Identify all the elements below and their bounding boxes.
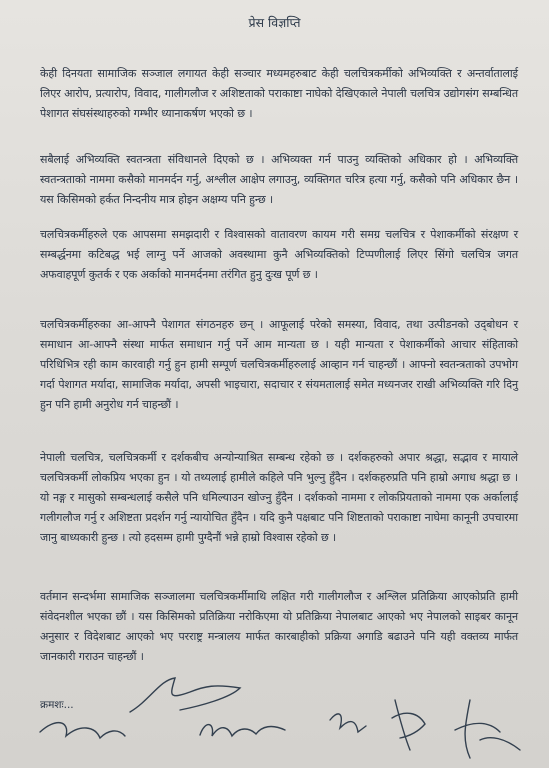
- paragraph-2: सबैलाई अभिव्यक्ति स्वतन्त्रता संविधानले दिएको छ । अभिव्यक्त गर्न पाउनु व्यक्तिको अधिकार हो । अभिव्यक्ति स्वतन्त्रताको नाममा कसैको मानमर्दन गर्नु, अश्लील आक्षेप लगाउनु, व्यक्तिगत चरित्र हत्या गर्नु, कसैको पनि अधिकार छैन । यस किसिमको हर्कत निन्दनीय मात्र होइन अक्षम्य पनि हुन्छ ।: [40, 153, 518, 206]
- document-title: प्रेस विज्ञप्ति: [248, 15, 301, 30]
- signature-1: [130, 678, 240, 712]
- paragraph-4: चलचित्रकर्मीहरुका आ-आफ्नै पेशागत संगठनहरु छन् । आफूलाई परेको समस्या, विवाद, तथा उत्पीडनको उद्‌बोधन र समाधान आ-आफ्नै संस्था मार्फत समाधान गर्नु पर्ने आम मान्यता छ । यही मान्यता र पेशाकर्मीको आचार संहिताको परिधिभित्र रही काम कारवाही गर्नु हुन हामी सम्पूर्ण चलचित्रकर्मीहरुलाई आव्हान गर्न चाहन्छौं । आफ्नो स्वतन्त्रताको उपभोग गर्दा पेशागत मर्यादा, सामाजिक मर्यादा, अपसी भाइचारा, सदाचार र संयमतालाई समेत मध्यनजर राखी अभिव्यक्ति गरि दिनु हुन पनि हामी अनुरोध गर्न चाहन्छौं ।: [40, 318, 518, 411]
- paragraph-5: नेपाली चलचित्र, चलचित्रकर्मी र दर्शकबीच अन्योन्याश्रित सम्बन्ध रहेको छ । दर्शकहरुको अपार श्रद्धा, सद्भाव र मायाले चलचित्रकर्मी लोकप्रिय भएका हुन । यो तथ्यलाई हामीले कहिले पनि भुल्नु हुँदैन । दर्शकहरुप्रति पनि हाम्रो अगाध श्रद्धा छ । यो नङ्ग र मासुको सम्बन्धलाई कसैले पनि धमिल्याउन खोज्नु हुँदैन । दर्शकको नाममा र लोकप्रियताको नाममा एक अर्कालाई गलीगलौज गर्नु र अशिष्टता प्रदर्शन गर्नु न्यायोचित हुँदैन । यदि कुनै पक्षबाट पनि शिष्टताको पराकाष्टा नाघेमा कानूनी उपचारमा जानु बाध्यकारी हुन्छ । त्यो हदसम्म हामी पुग्दैनौं भन्ने हाम्रो विश्वास रहेको छ ।: [40, 451, 518, 544]
- signature-2: [40, 723, 125, 738]
- closing-text: क्रमशः...: [40, 699, 74, 711]
- signature-5: [392, 700, 425, 750]
- signatures: [0, 640, 549, 768]
- paragraph-3: चलचित्रकर्मीहरुले एक आपसमा समझदारी र विश्वासको वातावरण कायम गरी समग्र चलचित्र र पेशाकर्मीको संरक्षण र सम्बर्द्धनमा कटिबद्ध भई लाग्नु पर्ने आजको अवस्थामा कुनै अभिव्यक्तिको टिप्पणीलाई लिएर सिंगो चलचित्र जगत अफवाहपूर्ण कुतर्क र एक अर्काको मानमर्दनमा तरंगित हुनु दुःख पूर्ण छ ।: [40, 228, 518, 281]
- signature-6: [455, 700, 520, 758]
- signature-4: [330, 714, 366, 732]
- paragraph-6: वर्तमान सन्दर्भमा सामाजिक सञ्जालमा चलचित्रकर्मीमाथि लक्षित गरी गालीगलौज र अश्लिल प्रतिक्रिया आएकोप्रति हामी संवेदनशील भएका छौं । यस किसिमको प्रतिक्रिया नरोकिएमा यो प्रतिक्रिया नेपालबाट आएको भए नेपालको साइबर कानून अनुसार र विदेशबाट आएको भए परराष्ट्र मन्त्रालय मार्फत कारबाहीको प्रक्रिया अगाडि बढाउने पनि यही वक्तव्य मार्फत जानकारी गराउन चाहन्छौं ।: [40, 590, 518, 663]
- paragraph-1: केही दिनयता सामाजिक सञ्जाल लगायत केही सञ्चार मध्यमहरुबाट केही चलचित्रकर्मीको अभिव्यक्ति र अन्तर्वातालाई लिएर आरोप, प्रत्यारोप, विवाद, गालीगलौज र अशिष्टताको पराकाष्टा नाघेको देखिएकाले नेपाली चलचित्र उद्योगसंग सम्बन्धित पेशागत संघसंस्थाहरुको गम्भीर ध्यानाकर्षण भएको छ ।: [40, 67, 518, 120]
- signature-3: [200, 725, 285, 736]
